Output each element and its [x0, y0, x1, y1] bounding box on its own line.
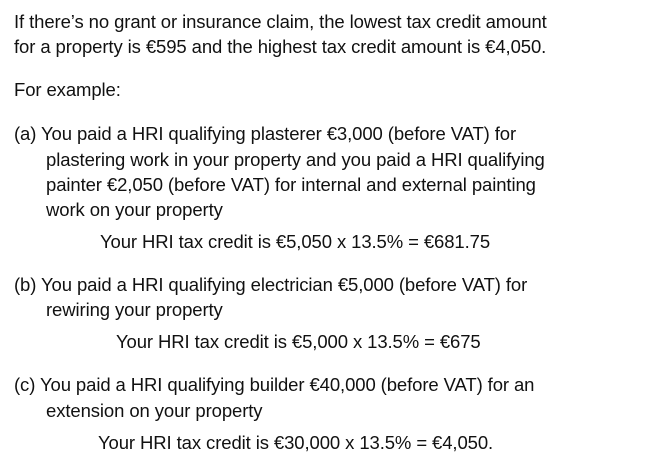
example-b-line-2: rewiring your property	[46, 299, 223, 320]
example-a-line-1: (a) You paid a HRI qualifying plasterer €3,000 (before VAT) for	[14, 123, 517, 144]
example-a-line-2: plastering work in your property and you paid a HRI qualifying	[46, 149, 545, 170]
example-a-calculation: Your HRI tax credit is €5,050 x 13.5% = €681.75	[100, 231, 491, 252]
intro-paragraph-line-2: for a property is €595 and the highest tax credit amount is €4,050.	[14, 36, 547, 57]
example-a-line-3: painter €2,050 (before VAT) for internal and external painting	[46, 174, 536, 195]
intro-paragraph-line-1: If there’s no grant or insurance claim, the lowest tax credit amount	[14, 11, 547, 32]
example-b-calculation: Your HRI tax credit is €5,000 x 13.5% = €675	[116, 331, 481, 352]
example-c-line-1: (c) You paid a HRI qualifying builder €40,000 (before VAT) for an	[14, 374, 535, 395]
example-c-line-2: extension on your property	[46, 400, 263, 421]
example-a-line-4: work on your property	[46, 199, 223, 220]
example-c-calculation: Your HRI tax credit is €30,000 x 13.5% = €4,050.	[98, 432, 494, 453]
example-b-line-1: (b) You paid a HRI qualifying electrician €5,000 (before VAT) for	[14, 274, 528, 295]
for-example-label: For example:	[14, 79, 121, 100]
